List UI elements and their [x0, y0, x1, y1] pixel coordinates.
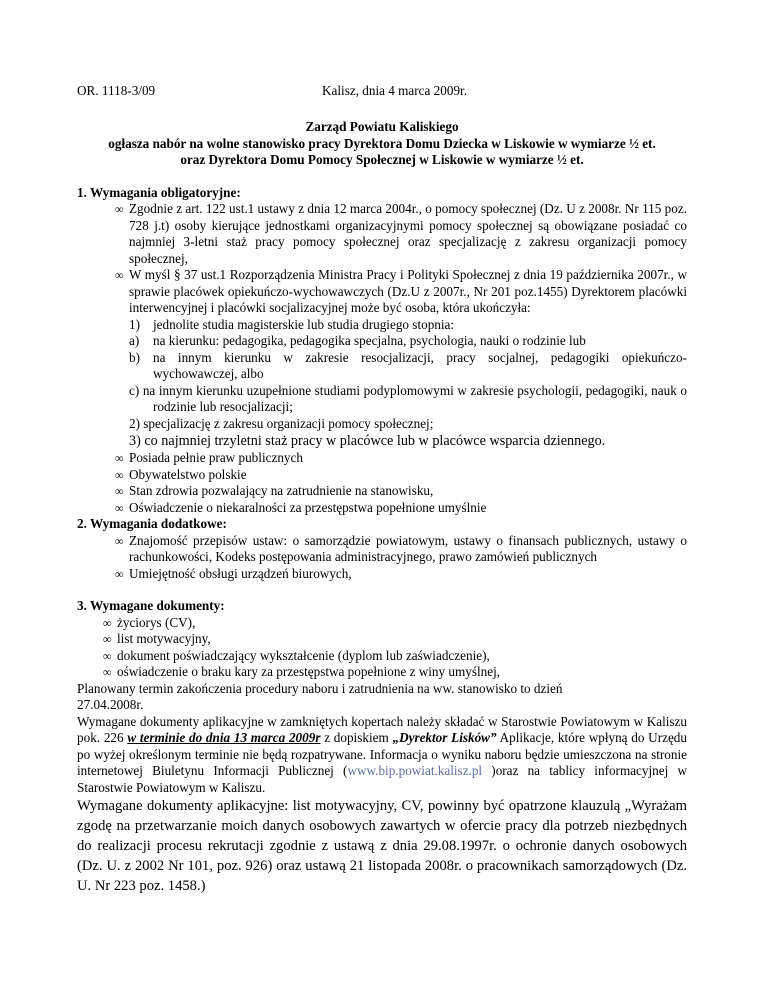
list-item [103, 615, 687, 632]
section-2-heading: 2. Wymagania dodatkowe: [77, 516, 227, 531]
item-text: na innym kierunku w zakresie resocjalizacji, pracy socjalnej, pedagogiki opiekuńczo-wychowawczej, albo [153, 349, 687, 381]
item-text: jednolite studia magisterskie lub studia drugiego stopnia: [153, 316, 455, 332]
bip-link[interactable]: www.bip.powiat.kalisz.pl [347, 763, 483, 778]
item-text: na kierunku: pedagogika, pedagogika specjalna, psychologia, nauki o rodzinie lub [153, 333, 586, 348]
list-item-text: Zgodnie z art. 122 ust.1 ustawy z dnia 12 marca 2004r., o pomocy społecznej (Dz. U z 2008r. Nr 115 poz. 728 j.t) osoby kierujące jednostkami organizacyjnymi pomocy społecznej są obowiązane posiadać co najmniej 3-letni staż pracy pomocy społecznej oraz specjalizację z zakresu organizacji pomocy społecznej, [129, 201, 688, 266]
list-item [103, 664, 687, 681]
procedure-deadline-paragraph: Planowany termin zakończenia procedury naboru i zatrudnienia na ww. stanowisko to dzień 27.04.2008r. [77, 680, 563, 712]
list-item [115, 450, 687, 467]
list-item-text: W myśl § 37 ust.1 Rozporządzenia Ministra Pracy i Polityki Społecznej z dnia 19 października 2007r., w sprawie placówek opiekuńczo-wychowawczych (Dz.U z 2007r., Nr 201 poz.1455) Dyrektorem placówki interwencyjnej i placówki socjalizacyjnej może być osoba, która ukończyła: [129, 267, 687, 315]
bullet-icon: ∞ [115, 533, 124, 548]
item-c: c) na innym kierunku uzupełnione studiami podyplomowymi w zakresie psychologii, pedagogiki, nauk o rodzinie lub resocjalizacji; [129, 382, 687, 414]
document-header [77, 83, 687, 101]
list-item-text: list motywacyjny, [117, 631, 211, 646]
list-item [115, 533, 687, 566]
item-number: a) [129, 333, 140, 348]
announcement-title [77, 119, 687, 169]
bullet-icon: ∞ [115, 268, 124, 282]
bullet-icon: ∞ [115, 484, 124, 498]
submission-text: z dopiskiem [320, 730, 393, 745]
submission-text: Aplikacje, które wpłyną do Urzędu po wyżej określonym terminie nie będą rozpatrywane. Informacja o wyniku naboru będzie umieszczona na stronie internetowej Biuletynu Informacji Publicznej ( [77, 730, 687, 778]
bullet-icon: ∞ [115, 467, 124, 482]
list-item [115, 467, 687, 484]
numbered-item [129, 317, 687, 334]
title-line-2: ogłasza nabór na wolne stanowisko pracy Dyrektora Domu Dziecka w Liskowie w wymiarze ½ et. [108, 135, 656, 151]
numbered-item [129, 350, 687, 383]
deadline-text: w terminie do dnia 13 marca 2009r [127, 730, 321, 745]
bullet-icon: ∞ [115, 202, 124, 216]
bullet-icon: ∞ [115, 451, 124, 465]
bullet-icon: ∞ [115, 566, 124, 581]
bullet-icon: ∞ [103, 632, 112, 646]
list-item-text: oświadczenie o braku kary za przestępstwa popełnione z winy umyślnej, [117, 664, 501, 679]
submission-paragraph [77, 714, 687, 797]
bullet-icon: ∞ [103, 648, 112, 663]
title-line-1: Zarząd Powiatu Kaliskiego [305, 119, 459, 134]
numbered-item [129, 333, 687, 350]
list-item [103, 648, 687, 665]
list-item-text: Znajomość przepisów ustaw: o samorządzie powiatowym, ustawy o finansach publicznych, ustawy o rachunkowości, Kodeks postępowania administracyjnego, prawo zamówień publicznych [129, 532, 687, 564]
item-3-text: 3) co najmniej trzyletni staż pracy w placówce lub w placówce wsparcia dziennego. [129, 433, 606, 449]
submission-text: Wymagane dokumenty aplikacyjne w zamkniętych kopertach należy składać w Starostwie Powiatowym w Kaliszu pok. 226 [77, 713, 687, 745]
list-item-text: Stan zdrowia pozwalający na zatrudnienie na stanowisku, [129, 483, 434, 498]
list-item-text: Posiada pełnie praw publicznych [129, 450, 303, 465]
item-c-text [129, 383, 687, 416]
item-2-text: 2) specjalizację z zakresu organizacji pomocy społecznej; [129, 415, 434, 431]
list-item [115, 500, 687, 517]
list-item-text: Obywatelstwo polskie [129, 466, 247, 482]
list-item [115, 201, 687, 267]
title-line-3: oraz Dyrektora Domu Pomocy Społecznej w Liskowie w wymiarze ½ et. [180, 152, 584, 167]
item-number: b) [129, 349, 140, 365]
list-item-text: Umiejętność obsługi urządzeń biurowych, [129, 565, 352, 581]
bullet-icon: ∞ [103, 665, 112, 679]
bullet-icon: ∞ [103, 615, 112, 630]
list-item-text: życiorys (CV), [117, 614, 196, 630]
list-item [115, 267, 687, 317]
envelope-note: „Dyrektor Lisków” [392, 730, 497, 745]
item-number: 1) [129, 316, 140, 332]
bullet-icon: ∞ [115, 500, 124, 515]
document-page [77, 83, 687, 896]
section-1-heading: 1. Wymagania obligatoryjne: [77, 184, 241, 200]
list-item [115, 483, 687, 500]
reference-number: OR. 1118-3/09 [77, 83, 156, 98]
list-item-text: dokument poświadczający wykształcenie (dyplom lub zaświadczenie), [117, 647, 490, 663]
place-date: Kalisz, dnia 4 marca 2009r. [322, 83, 468, 98]
list-item-text: Oświadczenie o niekaralności za przestępstwa popełnione umyślnie [129, 499, 487, 515]
list-item [115, 566, 687, 583]
submission-text: )oraz na tablicy informacyjnej w Starostwie Powiatowym w Kaliszu. [77, 763, 687, 795]
consent-clause-paragraph: Wymagane dokumenty aplikacyjne: list motywacyjny, CV, powinny być opatrzone klauzulą „Wyrażam zgodę na przetwarzanie moich danych osobowych zawartych w ofercie pracy dla potrzeb niezbędnych do realizacji procesu rekrutacji zgodnie z ustawą z dnia 29.08.1997r. o ochronie danych osobowych (Dz. U. z 2002 Nr 101, poz. 926) oraz ustawą 21 listopada 2008r. o pracownikach samorządowych (Dz. U. Nr 223 poz. 1458.) [77, 798, 687, 894]
list-item [103, 631, 687, 648]
section-3-heading: 3. Wymagane dokumenty: [77, 598, 225, 613]
